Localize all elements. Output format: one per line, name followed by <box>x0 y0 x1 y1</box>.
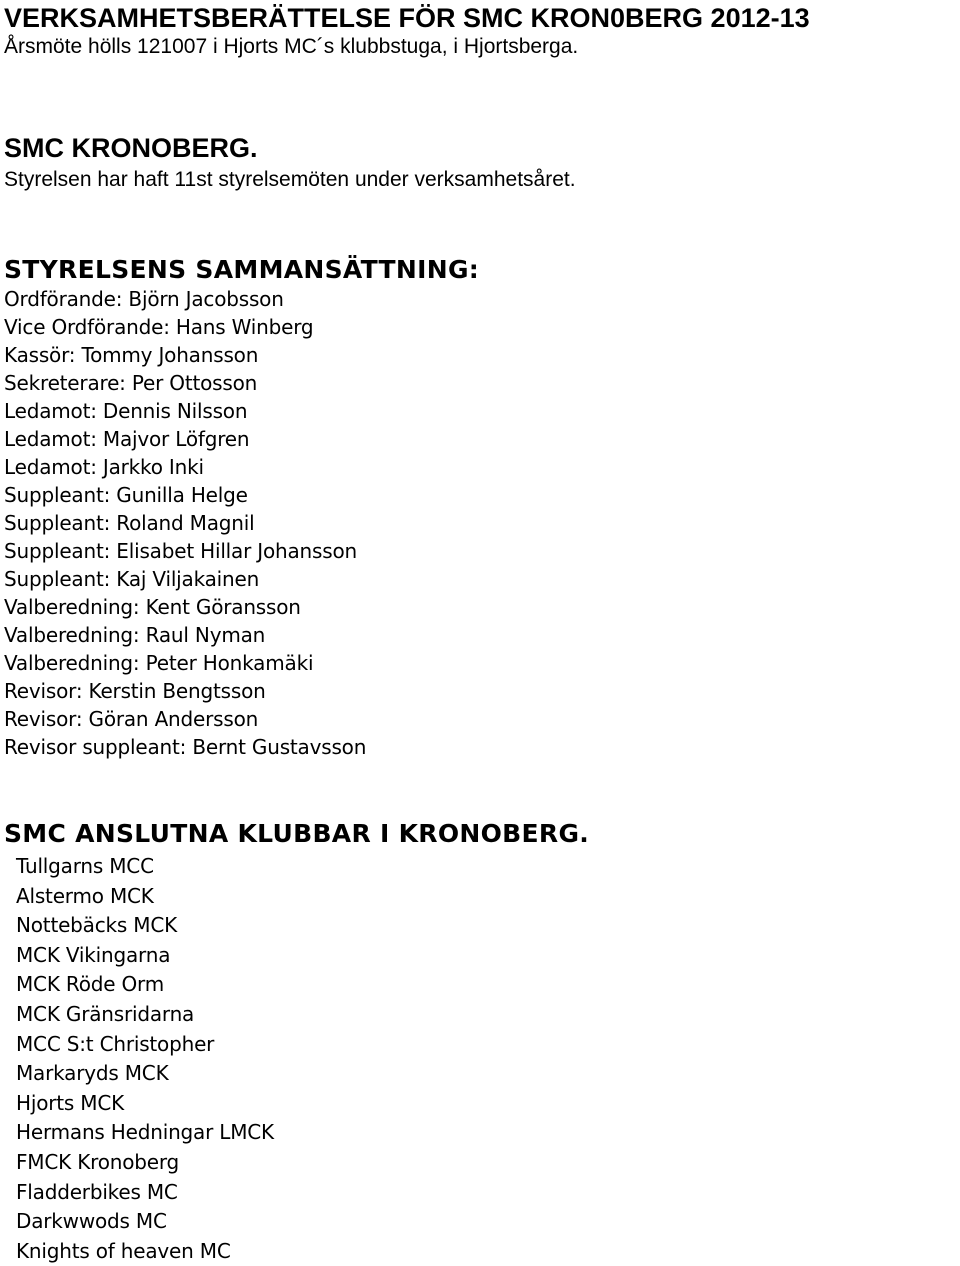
smc-meetings-text: Styrelsen har haft 11st styrelsemöten under verksamhetsåret. <box>4 168 576 191</box>
list-item: Markaryds MCK <box>16 1061 169 1086</box>
list-item: Revisor: Kerstin Bengtsson <box>4 679 266 703</box>
list-item: Nottebäcks MCK <box>16 913 178 938</box>
list-item: Alstermo MCK <box>16 883 154 908</box>
document-subtitle: Årsmöte hölls 121007 i Hjorts MC´s klubbstuga, i Hjortsberga. <box>4 35 579 58</box>
list-item: Suppleant: Roland Magnil <box>4 511 255 535</box>
list-item: Valberedning: Raul Nyman <box>4 623 266 647</box>
list-item: Ledamot: Majvor Löfgren <box>4 427 250 451</box>
clubs-list <box>16 852 274 1266</box>
list-item: MCK Vikingarna <box>16 942 171 967</box>
board-heading: STYRELSENS SAMMANSÄTTNING: <box>4 255 480 284</box>
list-item: Ordförande: Björn Jacobsson <box>4 287 284 311</box>
list-item: FMCK Kronoberg <box>16 1149 180 1174</box>
list-item: Fladderbikes MC <box>16 1179 178 1204</box>
list-item: Revisor suppleant: Bernt Gustavsson <box>4 735 367 759</box>
list-item: Hermans Hedningar LMCK <box>16 1120 274 1145</box>
list-item: Ledamot: Jarkko Inki <box>4 455 204 479</box>
smc-kronoberg-heading: SMC KRONOBERG. <box>4 133 258 163</box>
list-item: Revisor: Göran Andersson <box>4 707 259 731</box>
list-item: MCC S:t Christopher <box>16 1031 215 1056</box>
list-item: Valberedning: Kent Göransson <box>4 595 301 619</box>
list-item: Valberedning: Peter Honkamäki <box>4 651 314 675</box>
list-item: Knights of heaven MC <box>16 1238 231 1263</box>
list-item: Ledamot: Dennis Nilsson <box>4 399 248 423</box>
list-item: Darkwwods MC <box>16 1209 167 1234</box>
list-item: Tullgarns MCC <box>16 854 154 878</box>
document-title: VERKSAMHETSBERÄTTELSE FÖR SMC KRON0BERG 2012-13 <box>4 3 810 33</box>
list-item: Suppleant: Gunilla Helge <box>4 483 248 507</box>
list-item: MCK Röde Orm <box>16 972 164 997</box>
list-item: Sekreterare: Per Ottosson <box>4 371 258 395</box>
list-item: Kassör: Tommy Johansson <box>4 343 259 367</box>
list-item: Vice Ordförande: Hans Winberg <box>4 315 314 339</box>
list-item: Suppleant: Elisabet Hillar Johansson <box>4 539 357 563</box>
list-item: Suppleant: Kaj Viljakainen <box>4 567 260 591</box>
list-item: MCK Gränsridarna <box>16 1001 195 1026</box>
list-item: Hjorts MCK <box>16 1090 125 1115</box>
clubs-heading: SMC ANSLUTNA KLUBBAR I KRONOBERG. <box>4 819 590 848</box>
board-members-list <box>4 285 366 761</box>
